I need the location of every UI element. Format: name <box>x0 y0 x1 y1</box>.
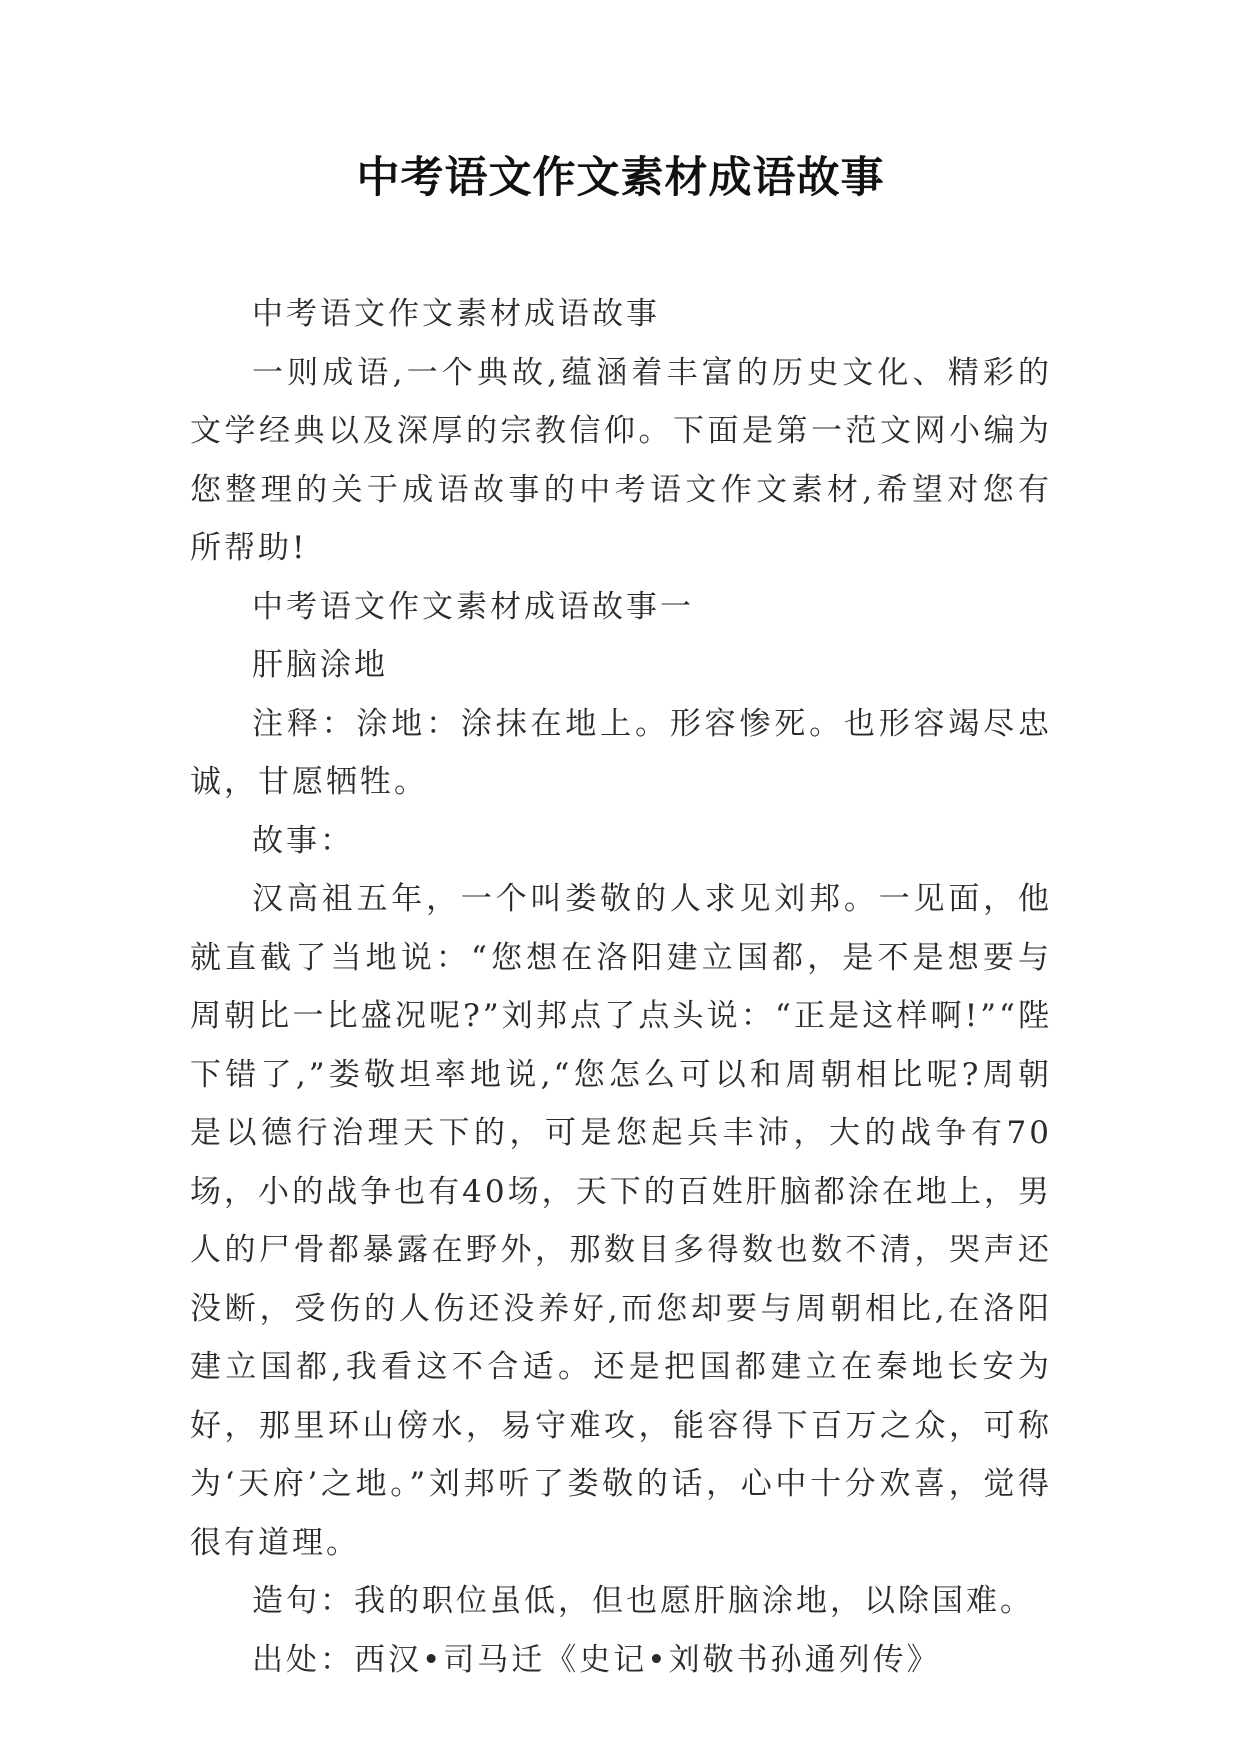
paragraph-idiom-name: 肝脑涂地 <box>252 647 388 683</box>
paragraph-heading: 中考语文作文素材成语故事 <box>252 296 660 332</box>
document-body <box>190 285 1052 1689</box>
paragraph-story: 汉高祖五年，一个叫娄敬的人求见刘邦。一见面，他就直截了当地说：“您想在洛阳建立国都，是不是想要与周朝比一比盛况呢?”刘邦点了点头说：“正是这样啊!”“陛下错了,”娄敬坦率地说,“您怎么可以和周朝相比呢?周朝是以德行治理天下的，可是您起兵丰沛，大的战争有70场，小的战争也有40场，天下的百姓肝脑都涂在地上，男人的尸骨都暴露在野外，那数目多得数也数不清，哭声还没断，受伤的人伤还没养好,而您却要与周朝相比,在洛阳建立国都,我看这不合适。还是把国都建立在秦地长安为好，那里环山傍水，易守难攻，能容得下百万之众，可称为‘天府’之地。”刘邦听了娄敬的话，心中十分欢喜，觉得很有道理。 <box>190 881 1052 1561</box>
paragraph-section-title: 中考语文作文素材成语故事一 <box>252 588 694 625</box>
paragraph-example-sentence: 造句：我的职位虽低，但也愿肝脑涂地，以除国难。 <box>252 1583 1034 1619</box>
document-title: 中考语文作文素材成语故事 <box>356 153 885 203</box>
paragraph-source: 出处：西汉•司马迁《史记•刘敬书孙通列传》 <box>252 1641 941 1678</box>
paragraph-intro: 一则成语,一个典故,蕴涵着丰富的历史文化、精彩的文学经典以及深厚的宗教信仰。下面是第一范文网小编为您整理的关于成语故事的中考语文作文素材,希望对您有所帮助! <box>190 354 1052 566</box>
paragraph-annotation: 注释：涂地：涂抹在地上。形容惨死。也形容竭尽忠诚，甘愿牺牲。 <box>190 705 1052 800</box>
paragraph-story-label: 故事： <box>252 822 354 859</box>
